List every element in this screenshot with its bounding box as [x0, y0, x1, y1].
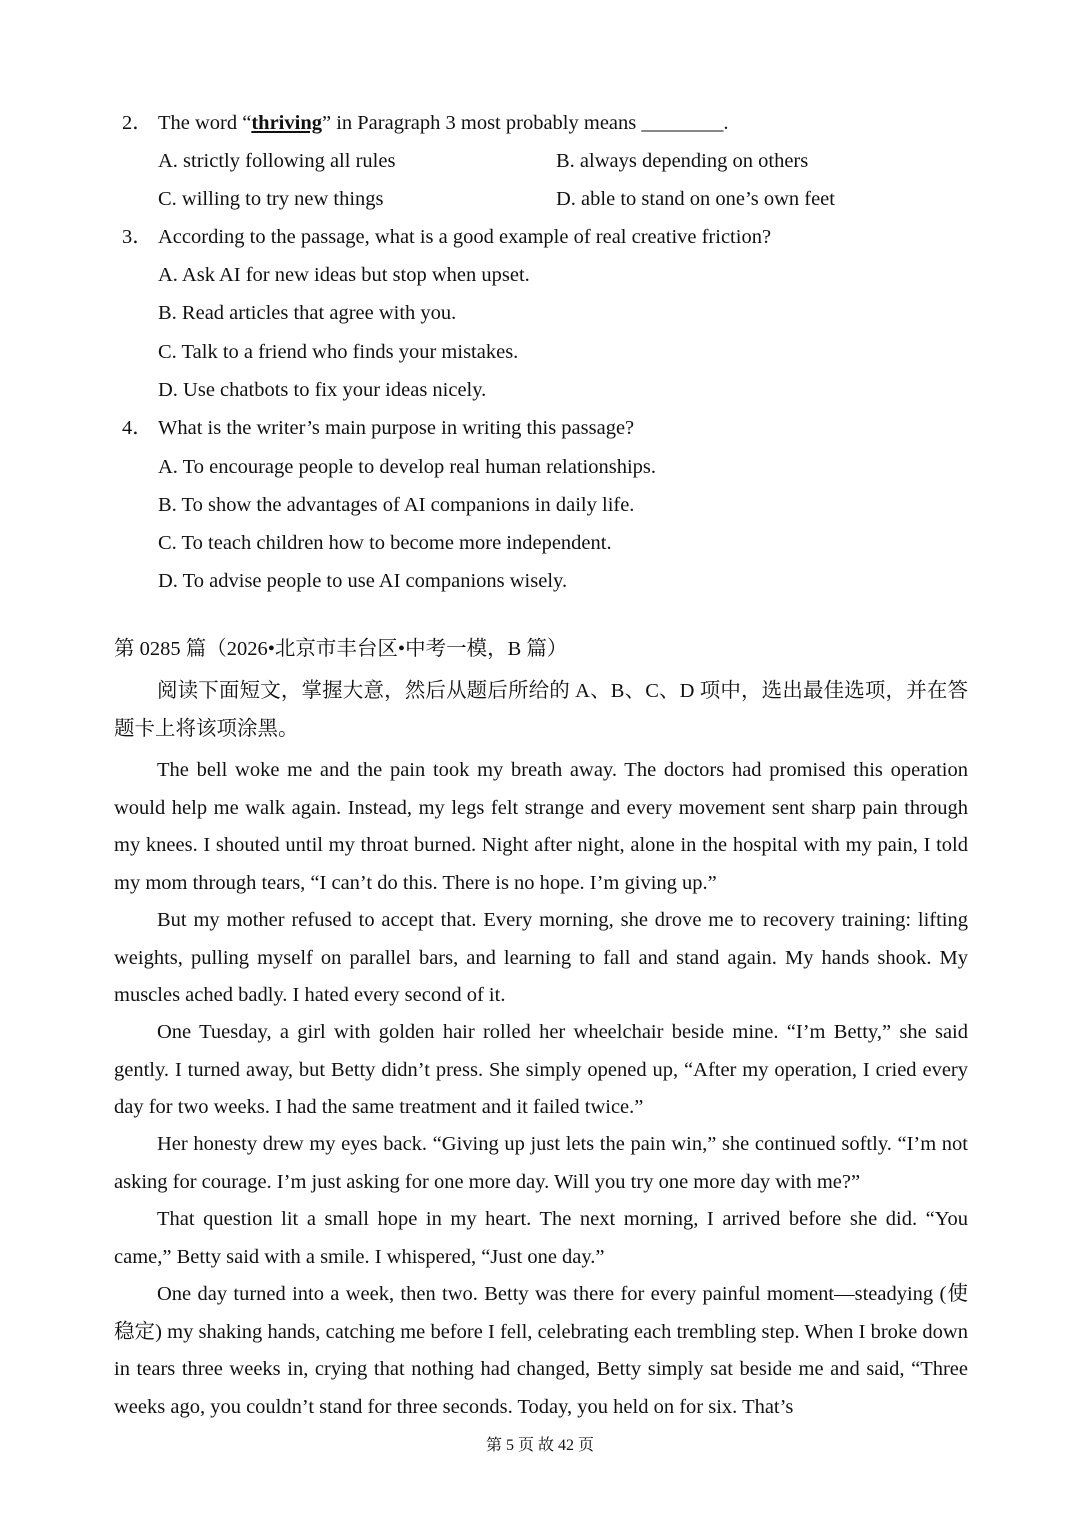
passage-paragraph-2: But my mother refused to accept that. Every morning, she drove me to recovery training: lifting weights, pulling myself on parallel bars, and learning to fall and stand again. My hands shook. My muscles ached badly. I hated every second of it. — [114, 909, 968, 1006]
option-a: A. strictly following all rules — [158, 150, 396, 172]
passage-paragraph-4: Her honesty drew my eyes back. “Giving up just lets the pain win,” she continued softly. “I’m not asking for courage. I’m just asking for one more day. Will you try one more day with me?” — [114, 1133, 968, 1193]
option-a: A. To encourage people to develop real human relationships. — [158, 456, 657, 478]
question-stem: What is the writer’s main purpose in writing this passage? — [158, 417, 635, 439]
question-number: 4． — [122, 417, 153, 439]
option-d: D. able to stand on one’s own feet — [556, 188, 835, 210]
option-c: C. willing to try new things — [158, 188, 384, 210]
section-instruction: 阅读下面短文，掌握大意，然后从题后所给的 A、B、C、D 项中，选出最佳选项，并在答题卡上将该项涂黑。 — [114, 680, 968, 740]
option-b: B. always depending on others — [556, 150, 809, 172]
option-d: D. To advise people to use AI companions wisely. — [158, 570, 568, 592]
key-word: thriving — [251, 112, 322, 134]
option-c: C. Talk to a friend who finds your mistakes. — [158, 341, 519, 363]
passage-paragraph-1: The bell woke me and the pain took my breath away. The doctors had promised this operation would help me walk again. Instead, my legs felt strange and every movement sent sharp pain through my knees. I shouted until my throat burned. Night after night, alone in the hospital with my pain, I told my mom through tears, “I can’t do this. There is no hope. I’m giving up.” — [114, 759, 968, 894]
option-d: D. Use chatbots to fix your ideas nicely. — [158, 379, 487, 401]
section-title: 第 0285 篇（2026•北京市丰台区•中考一模，B 篇） — [114, 638, 568, 660]
passage-paragraph-5: That question lit a small hope in my heart. The next morning, I arrived before she did. “You came,” Betty said with a smile. I whispered, “Just one day.” — [114, 1208, 968, 1268]
question-3-stem — [122, 224, 771, 250]
option-b: B. To show the advantages of AI companions in daily life. — [158, 494, 635, 516]
question-4-stem — [122, 415, 634, 441]
question-2-stem — [122, 110, 729, 136]
question-stem-before: The word “ — [158, 112, 252, 134]
passage-paragraph-3: One Tuesday, a girl with golden hair rolled her wheelchair beside mine. “I’m Betty,” she said gently. I turned away, but Betty didn’t press. She simply opened up, “After my operation, I cried every day for two weeks. I had the same treatment and it failed twice.” — [114, 1021, 968, 1118]
passage-paragraph-6: One day turned into a week, then two. Betty was there for every painful moment—steadying (使稳定) my shaking hands, catching me before I fell, celebrating each trembling step. When I broke down in tears three weeks in, crying that nothing had changed, Betty simply sat beside me and said, “Three weeks ago, you couldn’t stand for three seconds. Today, you held on for six. That’s — [114, 1283, 968, 1418]
option-a: A. Ask AI for new ideas but stop when upset. — [158, 264, 530, 286]
question-stem-after: ” in Paragraph 3 most probably means ________. — [321, 112, 729, 134]
question-number: 3． — [122, 226, 153, 248]
question-number: 2． — [122, 112, 153, 134]
option-c: C. To teach children how to become more independent. — [158, 532, 612, 554]
question-stem: According to the passage, what is a good example of real creative friction? — [158, 226, 772, 248]
option-b: B. Read articles that agree with you. — [158, 302, 457, 324]
page-footer: 第 5 页 故 42 页 — [485, 1437, 594, 1454]
